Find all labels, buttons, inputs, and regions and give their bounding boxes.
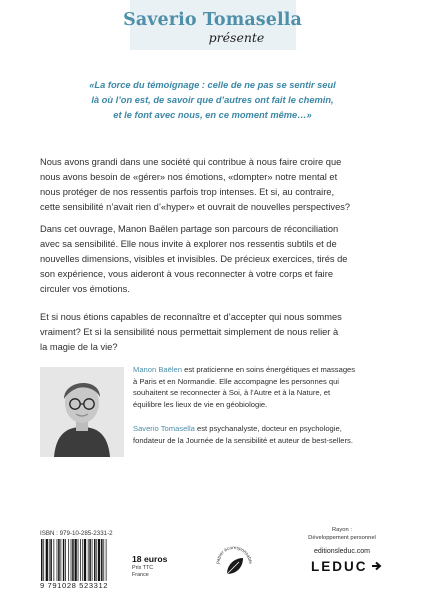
barcode-bar <box>101 539 103 581</box>
bio-line: souhaitent se reconnecter à Soi, à l’Autre et à la Nature, et <box>133 388 331 398</box>
barcode-bar <box>98 539 100 581</box>
barcode-bar <box>72 539 74 581</box>
publisher-name: Saverio Tomasella <box>123 10 302 30</box>
eco-label: papier écoresponsable <box>214 544 254 565</box>
body-line: avec sa sensibilité. Elle nous invite à explorer nos ressentis subtils et de <box>40 239 337 249</box>
barcode-bar <box>106 539 107 581</box>
logo-arrow-icon <box>371 561 383 571</box>
eco-paper-leaf-icon <box>213 540 255 582</box>
body-line: Et si nous étions capables de reconnaître et d’accepter qui nous sommes <box>40 312 342 322</box>
barcode-bar <box>53 539 54 581</box>
barcode-bar <box>46 539 48 581</box>
barcode-bar <box>65 539 66 581</box>
publisher-website: editionsleduc.com <box>313 548 371 555</box>
barcode-bar <box>61 539 62 581</box>
barcode-bar <box>75 539 77 581</box>
price-note: Prix TTC <box>132 565 154 571</box>
body-line: la magie de la vie? <box>40 342 118 352</box>
body-paragraph-3 <box>40 310 390 355</box>
barcode-bar <box>80 539 81 581</box>
barcode-bar <box>89 539 91 581</box>
bio-line <box>133 364 395 376</box>
isbn-label: ISBN : 979-10-285-2331-2 <box>40 530 113 537</box>
bio-line: à Paris et en Normandie. Elle accompagne les personnes qui <box>133 376 339 386</box>
publisher-logo: LEDUC <box>311 559 368 574</box>
barcode-bar <box>94 539 96 581</box>
quote-line: et le font avec nous, en ce moment même…» <box>113 110 312 120</box>
barcode-bar <box>103 539 104 581</box>
body-line: nouvelles dimensions, visibles et invisibles. De précieux exercices, tirés de <box>40 254 348 264</box>
bio-line: équilibre les lieux de vie en géobiologie. <box>133 399 268 409</box>
author-bio-saverio <box>133 423 395 446</box>
author-name: Saverio Tomasella <box>133 424 195 433</box>
barcode-bar <box>84 539 86 581</box>
shelf-category <box>298 526 386 542</box>
barcode-digits: 9 791028 523312 <box>40 581 109 590</box>
barcode-bar <box>96 539 97 581</box>
barcode-bar <box>43 539 44 581</box>
barcode-bar <box>88 539 89 581</box>
body-line: circuler vos émotions. <box>40 284 130 294</box>
body-line: nous protéger de nos ressentis parfois trop intenses. Et si, au contraire, <box>40 187 335 197</box>
body-line: nous avons besoin de «gérer» nos émotions, «dompter» notre mental et <box>40 172 338 182</box>
bio-line: fondateur de la Journée de la sensibilité et auteur de best-sellers. <box>133 435 353 445</box>
barcode-bar <box>68 539 69 581</box>
body-paragraph-2 <box>40 222 390 297</box>
pull-quote <box>42 78 383 123</box>
bio-text: est psychanalyste, docteur en psychologie, <box>194 424 342 433</box>
barcode-bar <box>41 539 43 581</box>
bio-text: est praticienne en soins énergétiques et massages <box>181 365 356 374</box>
barcode-bar <box>49 539 50 581</box>
quote-line: là où l’on est, de savoir que d’autres ont fait le chemin, <box>91 95 334 105</box>
barcode-bar <box>58 539 60 581</box>
body-line: son expérience, vous aideront à vous reconnecter à votre corps et faire <box>40 269 334 279</box>
author-name: Manon Baëlen <box>133 365 182 374</box>
bio-line <box>133 423 395 435</box>
body-paragraph-1 <box>40 155 390 215</box>
body-line: Nous avons grandi dans une société qui contribue à nous faire croire que <box>40 157 342 167</box>
author-photo <box>40 367 124 457</box>
barcode-bar <box>50 539 52 581</box>
body-line: cette sensibilité n’avait rien d’«hyper» et ouvrait de nouvelles perspectives? <box>40 202 351 212</box>
presents-label: présente <box>208 30 265 45</box>
price: 18 euros <box>132 554 168 564</box>
rayon-label: Rayon : <box>332 527 352 533</box>
price-country: France <box>132 572 149 578</box>
author-portrait-image <box>40 367 124 457</box>
author-bio-manon <box>133 364 395 410</box>
quote-line: «La force du témoignage : celle de ne pas se sentir seul <box>89 80 336 90</box>
barcode-bar <box>82 539 83 581</box>
barcode <box>40 539 126 581</box>
rayon-value: Développement personnel <box>308 535 376 541</box>
body-line: vraiment? Et si la sensibilité nous permettait simplement de nous relier à <box>40 327 339 337</box>
barcode-bar <box>78 539 79 581</box>
barcode-bar <box>57 539 58 581</box>
barcode-bar <box>71 539 72 581</box>
barcode-bar <box>92 539 93 581</box>
barcode-bar <box>63 539 64 581</box>
body-line: Dans cet ouvrage, Manon Baëlen partage son parcours de réconciliation <box>40 224 339 234</box>
